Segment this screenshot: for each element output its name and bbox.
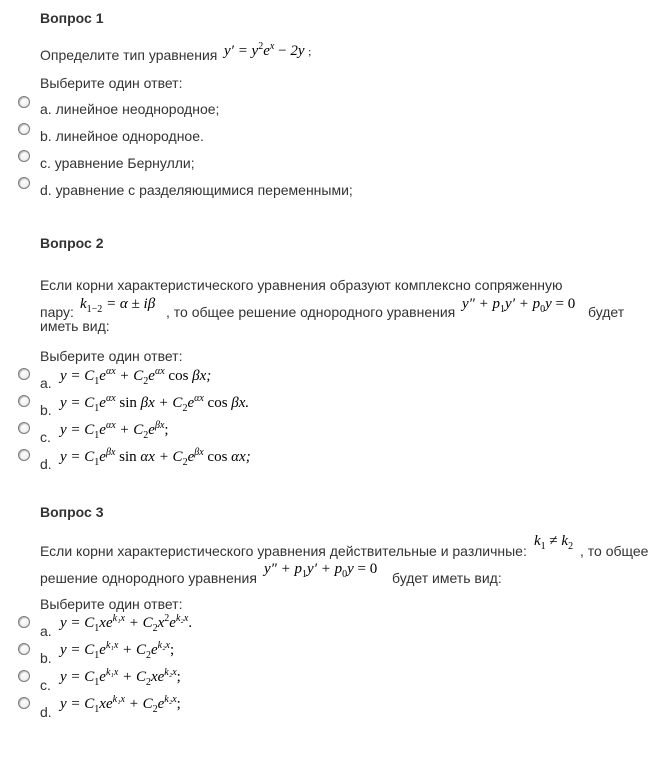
question-3-radio-b[interactable] (18, 643, 30, 655)
question-2-equation: $y'' + p_1y' + p_0y = 0$ (462, 296, 576, 315)
question-3-choose-label: Выберите один ответ: (40, 596, 183, 612)
question-2-option-d-letter[interactable]: d. (40, 456, 52, 472)
option-text: уравнение с разделяющимися переменными; (55, 182, 353, 198)
question-2-option-a-formula[interactable]: $y = C_1e^{\alpha x} + C_2e^{\alpha x}$ cos βx; (60, 366, 212, 387)
question-3-option-b-formula[interactable]: $y = C_1e^{k_1x} + C_2e^{k_2x}$; (60, 640, 175, 661)
option-text: линейное неоднородное; (55, 101, 220, 117)
option-letter: a. (40, 101, 52, 117)
question-3-option-d-letter[interactable]: d. (40, 704, 52, 720)
question-1-option-a[interactable] (40, 101, 219, 117)
question-2-radio-d[interactable] (18, 449, 30, 461)
question-2-text-middle: , то общее решение однородного уравнения (166, 304, 456, 320)
question-2-option-b-formula[interactable]: $y = C_1e^{\alpha x}$ $\sin \beta x + C_2e^{\alpha x}$ cos βx. (60, 393, 250, 414)
question-1-radio-a[interactable] (18, 96, 30, 108)
question-2-option-d-formula[interactable]: $y = C_1e^{\beta x}$ $\sin \alpha x + C_2e^{\beta x}$ cos αx; (60, 447, 251, 468)
question-2-option-c-formula[interactable]: $y = C_1e^{\alpha x} + C_2e^{\beta x}$; (60, 420, 169, 441)
question-1-option-c[interactable] (40, 155, 195, 171)
question-1-radio-c[interactable] (18, 150, 30, 162)
option-letter: d. (40, 182, 52, 198)
question-2-text-suffix: будет (588, 304, 625, 320)
question-3-option-a-formula[interactable]: $y = C_1xe^{k_1x} + C_2x^2e^{k_2x}$. (60, 613, 193, 634)
option-letter: c. (40, 155, 51, 171)
question-3-option-d-formula[interactable]: $y = C_1xe^{k_1x} + C_2e^{k_2x}$; (60, 694, 181, 715)
question-3-text-line1-suffix: , то общее (580, 543, 649, 559)
question-1-title: Вопрос 1 (40, 10, 104, 26)
option-letter: b. (40, 128, 52, 144)
question-2-title: Вопрос 2 (40, 235, 104, 251)
question-3-title: Вопрос 3 (40, 504, 104, 520)
question-3-equation: $y'' + p_1y' + p_0y = 0$ (264, 561, 378, 580)
option-text: линейное однородное. (55, 128, 204, 144)
question-3-radio-c[interactable] (18, 670, 30, 682)
question-3-text-line2: решение однородного уравнения (40, 570, 257, 586)
question-2-option-a-letter[interactable]: a. (40, 375, 52, 391)
question-3-radio-a[interactable] (18, 616, 30, 628)
question-1-choose-label: Выберите один ответ: (40, 75, 183, 91)
question-3-option-b-letter[interactable]: b. (40, 650, 52, 666)
question-2-option-b-letter[interactable]: b. (40, 402, 52, 418)
question-2-radio-b[interactable] (18, 395, 30, 407)
question-3-text-line1: Если корни характеристического уравнения действительные и различные: (40, 543, 527, 559)
question-2-choose-label: Выберите один ответ: (40, 348, 183, 364)
question-3-text-line2-suffix: будет иметь вид: (392, 570, 502, 586)
question-3-condition: $k_1 \ne k_2$ (534, 533, 574, 552)
question-1-option-b[interactable] (40, 128, 204, 144)
question-2-text-line3: иметь вид: (40, 318, 110, 334)
question-2-roots-formula: $k_{1-2} = \alpha \pm i\beta$ (80, 296, 156, 315)
question-2-text-pair: пару: (40, 304, 74, 320)
option-text: уравнение Бернулли; (54, 155, 195, 171)
question-1-option-d[interactable] (40, 182, 353, 198)
question-3-option-c-formula[interactable]: $y = C_1e^{k_1x} + C_2xe^{k_2x}$; (60, 667, 181, 688)
question-2-radio-a[interactable] (18, 368, 30, 380)
question-2-radio-c[interactable] (18, 422, 30, 434)
question-3-radio-d[interactable] (18, 697, 30, 709)
question-1-equation: $y' = y^2e^x - 2y$ ; (224, 41, 312, 59)
question-3-option-a-letter[interactable]: a. (40, 623, 52, 639)
question-3-option-c-letter[interactable]: c. (40, 677, 51, 693)
question-1-prompt: Определите тип уравнения (40, 47, 218, 63)
question-2-option-c-letter[interactable]: c. (40, 429, 51, 445)
question-1-radio-b[interactable] (18, 123, 30, 135)
question-2-text-line1: Если корни характеристического уравнения образуют комплексно сопряженную (40, 277, 563, 293)
question-1-radio-d[interactable] (18, 177, 30, 189)
